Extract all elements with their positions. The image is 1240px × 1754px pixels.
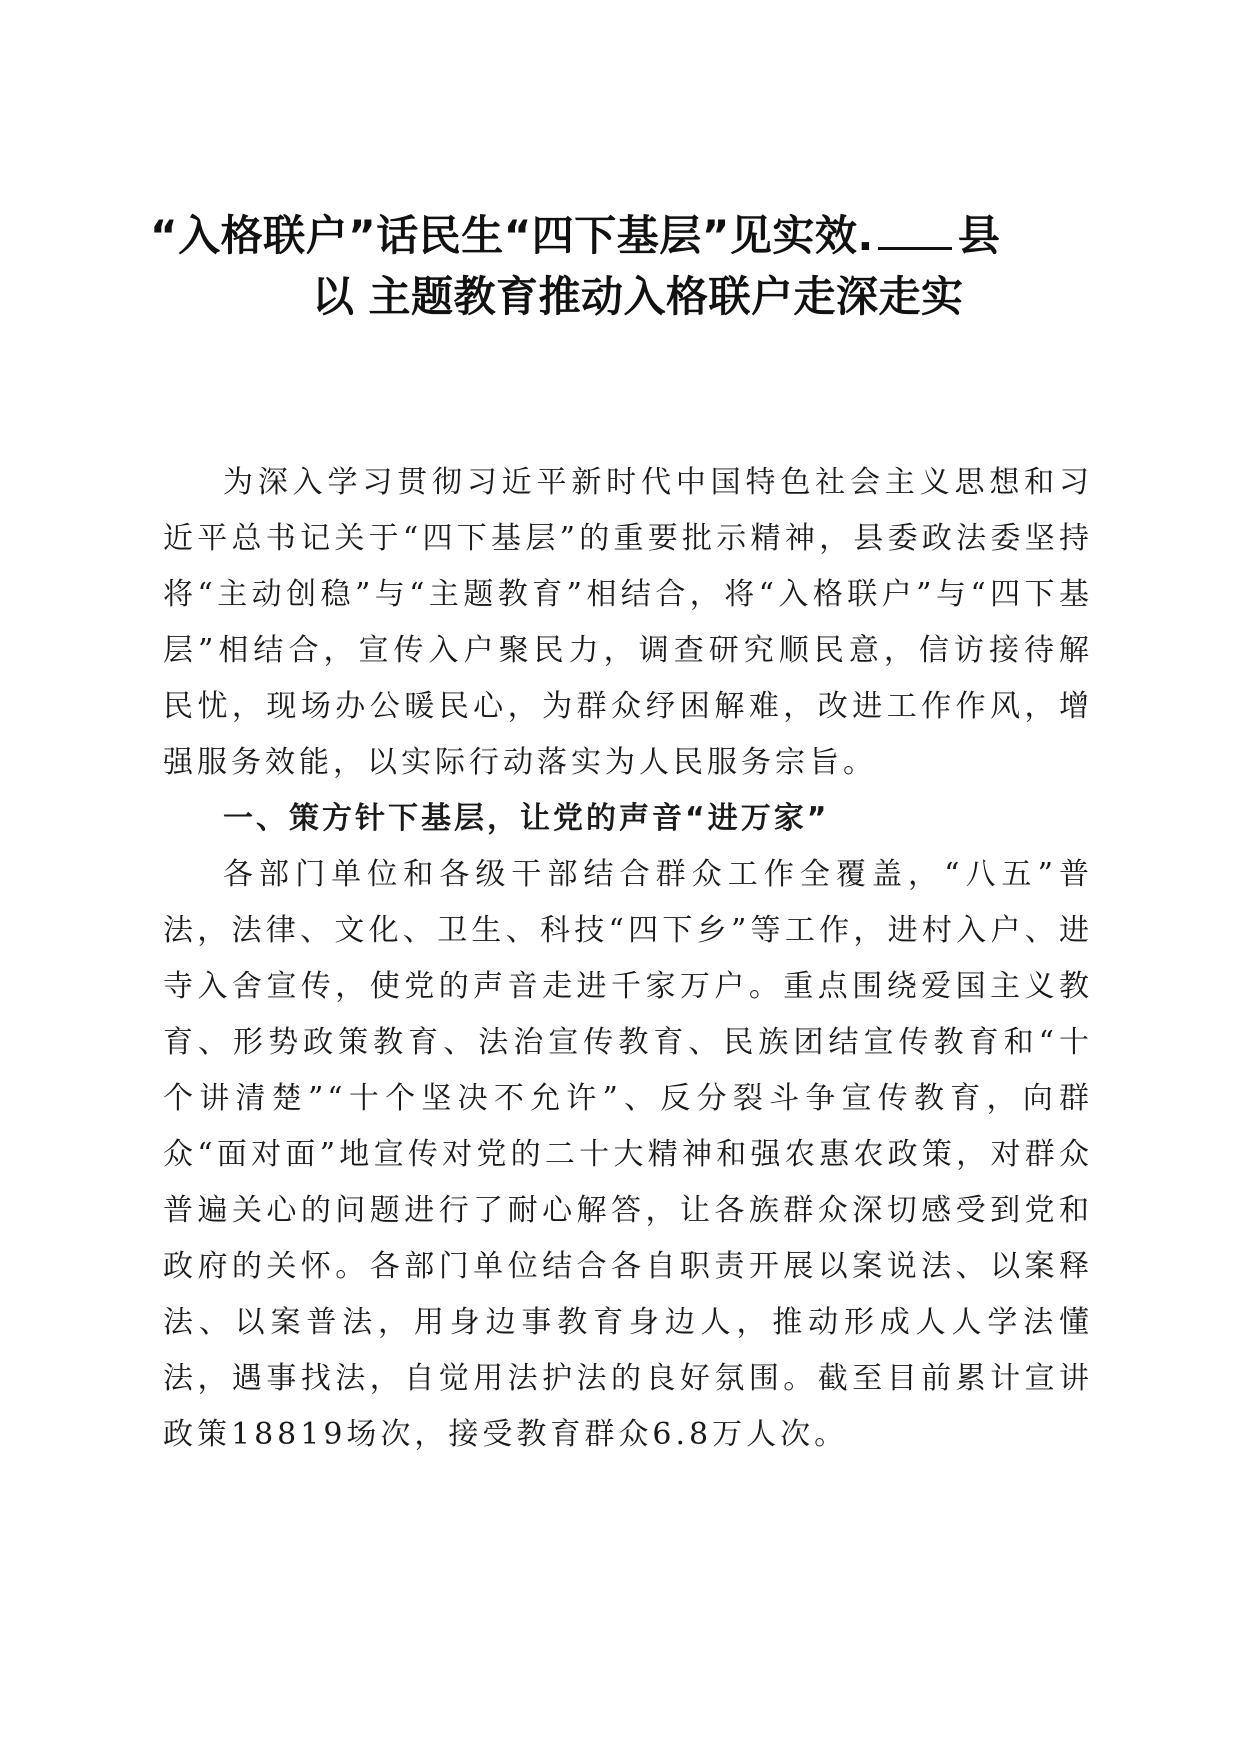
title-line-1-suffix: 县	[957, 211, 1001, 260]
title-blank-underline	[878, 217, 952, 250]
document-body	[163, 455, 1093, 1463]
title-line-1-text: “入格联户”话民生“四下基层”见实效.	[150, 211, 874, 260]
paragraph-intro: 为深入学习贯彻习近平新时代中国特色社会主义思想和习近平总书记关于“四下基层”的重要批示精神，县委政法委坚持将“主动创稳”与“主题教育”相结合，将“入格联户”与“四下基层”相结合，宣传入户聚民力，调查研究顺民意，信访接待解民忧，现场办公暖民心，为群众纾困解难，改进工作作风，增强服务效能，以实际行动落实为人民服务宗旨。	[163, 465, 1093, 780]
paragraph-section-1: 各部门单位和各级干部结合群众工作全覆盖，“八五”普法，法律、文化、卫生、科技“四下乡”等工作，进村入户、进寺入舍宣传，使党的声音走进千家万户。重点围绕爱国主义教育、形势政策教育、法治宣传教育、民族团结宣传教育和“十个讲清楚”“十个坚决不允许”、反分裂斗争宣传教育，向群众“面对面”地宣传对党的二十大精神和强农惠农政策，对群众普遍关心的问题进行了耐心解答，让各族群众深切感受到党和政府的关怀。各部门单位结合各自职责开展以案说法、以案释法、以案普法，用身边事教育身边人，推动形成人人学法懂法，遇事找法，自觉用法护法的良好氛围。截至目前累计宣讲政策18819场次，接受教育群众6.8万人次。	[163, 857, 1093, 1452]
title-line-2-text: 主题教育推动入格联户走深走实	[368, 272, 964, 321]
title-line-2	[150, 266, 1090, 327]
title-line-2-prefix: 以	[312, 272, 355, 321]
title-line-1	[150, 205, 1090, 266]
section-heading-1: 一、策方针下基层，让党的声音“进万家”	[223, 801, 830, 836]
document-title	[150, 205, 1090, 327]
